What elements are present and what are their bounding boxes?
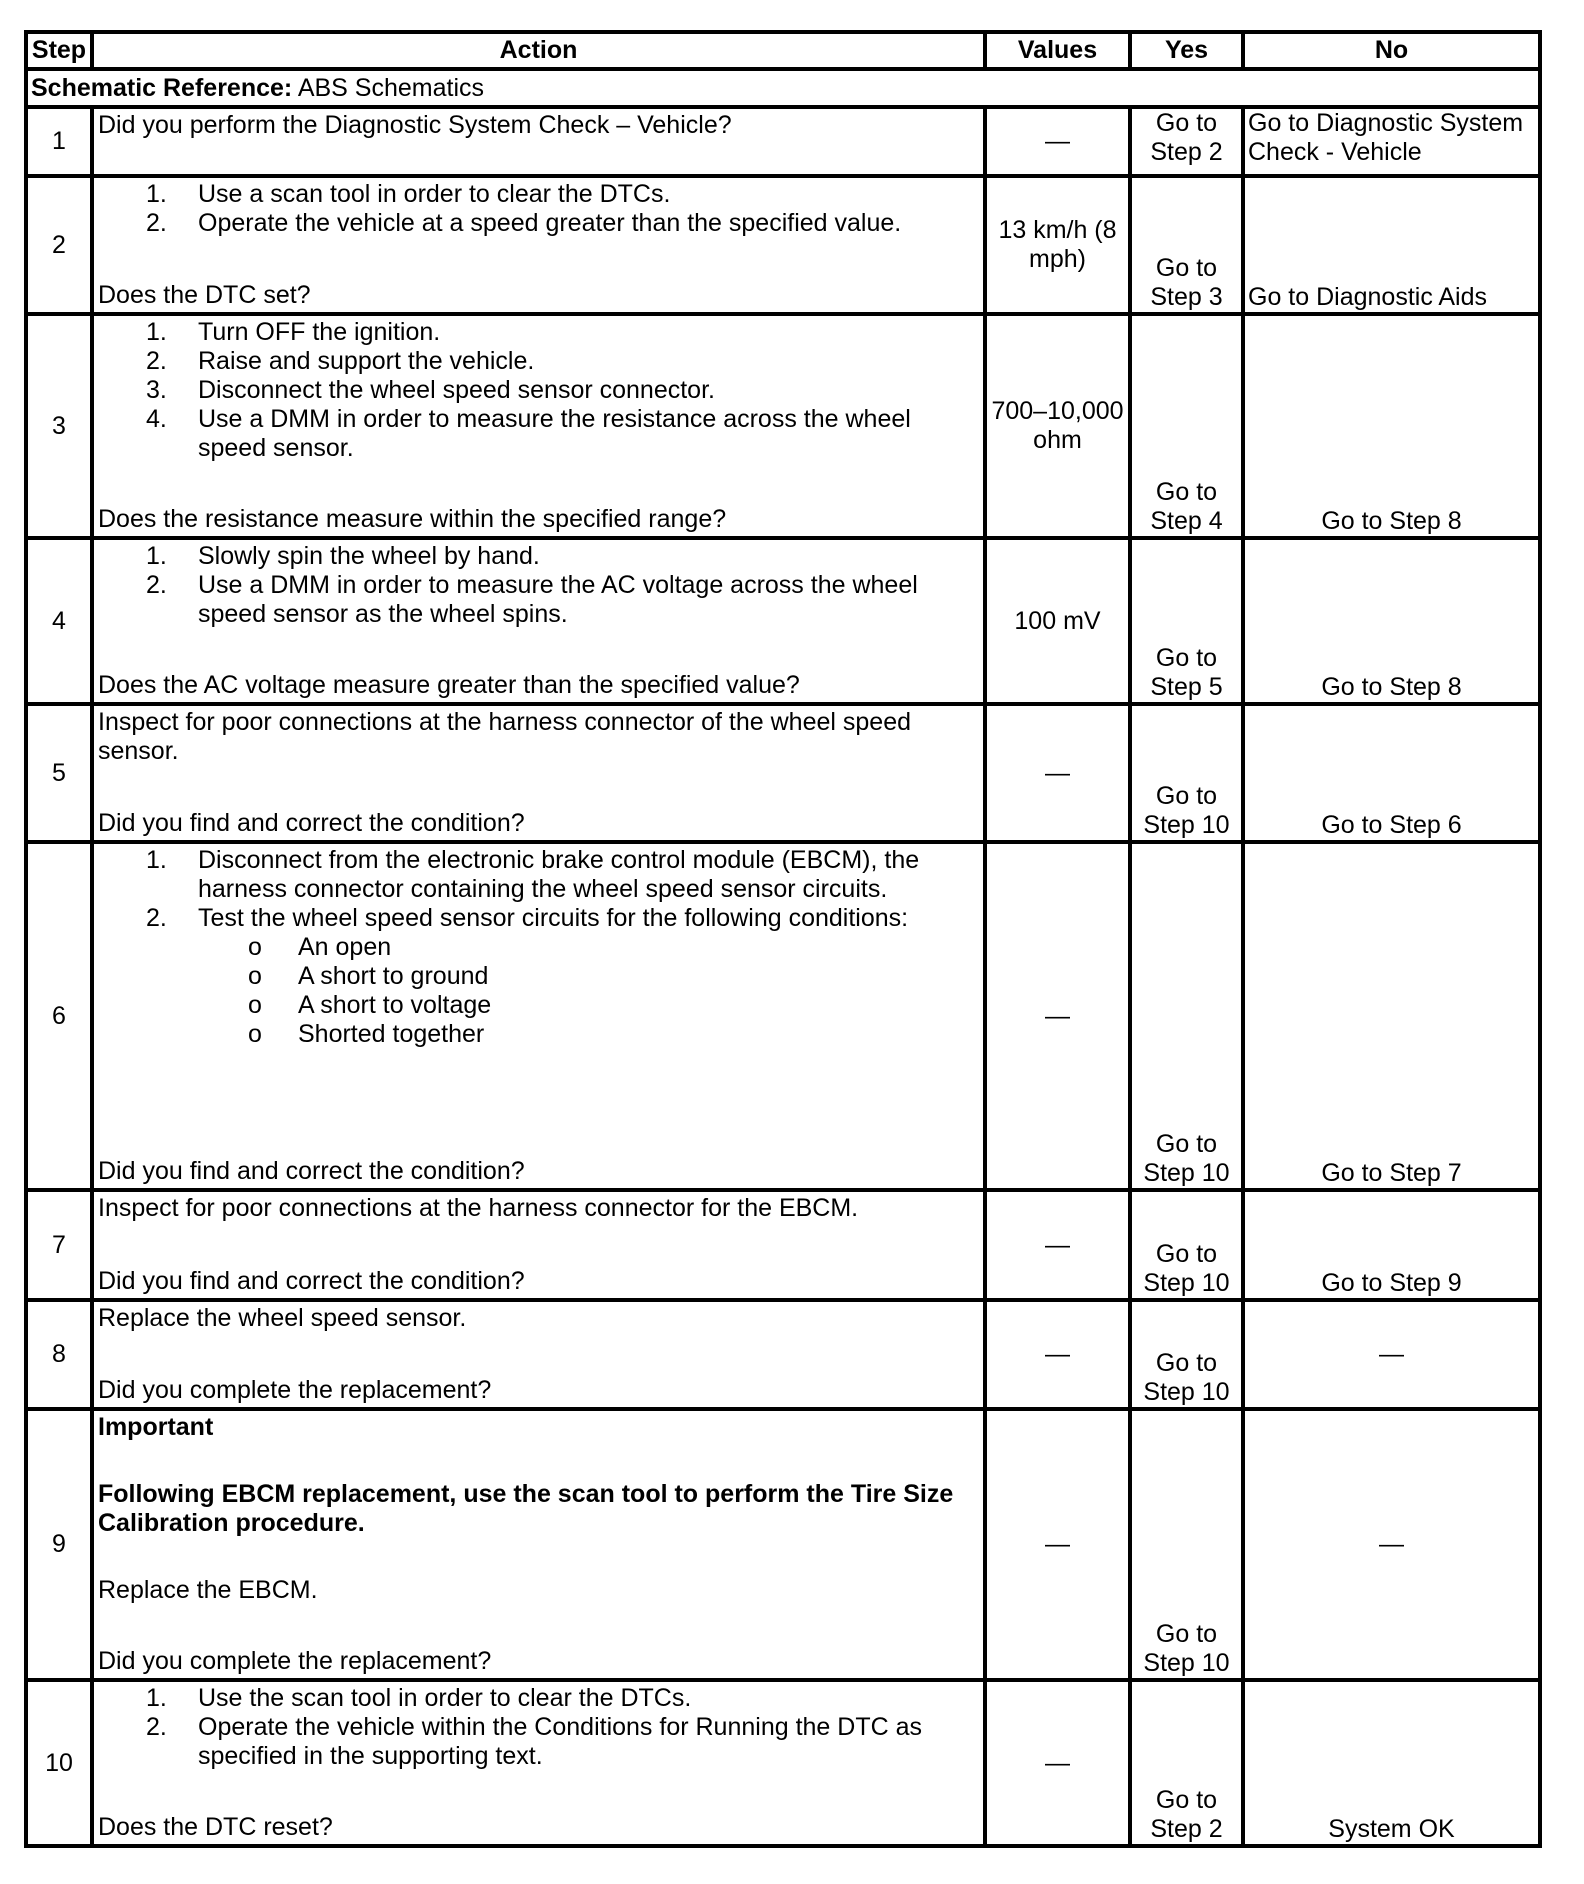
- list-item: 2. Use a DMM in order to measure the AC voltage across the wheel speed sensor as the wheel spins.: [146, 571, 918, 628]
- action-question: Does the resistance measure within the specified range?: [98, 505, 727, 533]
- no-cell: Go to Step 8: [1243, 538, 1540, 704]
- yes-cell: Go to Step 10: [1130, 842, 1243, 1190]
- yes-cell: Go to Step 10: [1130, 704, 1243, 842]
- list-item: 2. Operate the vehicle within the Conditions for Running the DTC as specified in the supporting text.: [146, 1713, 922, 1770]
- list-item: 3. Disconnect the wheel speed sensor connector.: [146, 376, 715, 404]
- schematic-value: ABS Schematics: [297, 73, 484, 102]
- list-item: 1. Slowly spin the wheel by hand.: [146, 542, 540, 570]
- header-action: Action: [92, 32, 985, 69]
- action-list: [98, 846, 979, 933]
- action-list: [98, 1684, 979, 1771]
- list-item: o A short to voltage: [248, 991, 492, 1019]
- value-cell: 100 mV: [985, 538, 1130, 704]
- yes-cell: Go to Step 10: [1130, 1190, 1243, 1300]
- no-cell: Go to Step 9: [1243, 1190, 1540, 1300]
- action-text: Replace the EBCM.: [98, 1576, 318, 1604]
- action-cell: [92, 538, 985, 704]
- list-item: 4. Use a DMM in order to measure the resistance across the wheel speed sensor.: [146, 405, 911, 462]
- table-row: [26, 1190, 1540, 1300]
- step-number: 3: [26, 314, 92, 538]
- condition-list: [98, 933, 979, 1049]
- value-cell: —: [985, 1409, 1130, 1680]
- action-cell: [92, 704, 985, 842]
- value-cell: —: [985, 1680, 1130, 1846]
- schematic-reference: [26, 69, 1540, 107]
- step-number: 10: [26, 1680, 92, 1846]
- action-question: Does the AC voltage measure greater than the specified value?: [98, 671, 800, 699]
- table-row: [26, 107, 1540, 176]
- step-number: 2: [26, 176, 92, 314]
- header-values: Values: [985, 32, 1130, 69]
- yes-cell: Go to Step 10: [1130, 1409, 1243, 1680]
- value-cell: 700–10,000 ohm: [985, 314, 1130, 538]
- header-step: Step: [26, 32, 92, 69]
- action-cell: [92, 107, 985, 176]
- step-number: 9: [26, 1409, 92, 1680]
- header-no: No: [1243, 32, 1540, 69]
- value-cell: 13 km/h (8 mph): [985, 176, 1130, 314]
- value-cell: —: [985, 704, 1130, 842]
- header-yes: Yes: [1130, 32, 1243, 69]
- action-question: Does the DTC set?: [98, 281, 311, 309]
- no-cell: —: [1243, 1300, 1540, 1409]
- action-question: Did you find and correct the condition?: [98, 809, 525, 837]
- action-question: Did you find and correct the condition?: [98, 1157, 525, 1185]
- table-row: [26, 1680, 1540, 1846]
- yes-cell: Go to Step 4: [1130, 314, 1243, 538]
- action-cell: [92, 1300, 985, 1409]
- action-question: Did you complete the replacement?: [98, 1376, 492, 1404]
- value-cell: —: [985, 1190, 1130, 1300]
- table-row: [26, 704, 1540, 842]
- list-item: 1. Use the scan tool in order to clear the DTCs.: [146, 1684, 692, 1712]
- list-item: 1. Use a scan tool in order to clear the DTCs.: [146, 180, 671, 208]
- value-cell: —: [985, 1300, 1130, 1409]
- step-number: 8: [26, 1300, 92, 1409]
- list-item: 2. Raise and support the vehicle.: [146, 347, 535, 375]
- schematic-reference-row: [26, 69, 1540, 107]
- list-item: 2. Operate the vehicle at a speed greater than the specified value.: [146, 209, 902, 237]
- step-number: 6: [26, 842, 92, 1190]
- yes-cell: Go to Step 2: [1130, 107, 1243, 176]
- action-question: Does the DTC reset?: [98, 1813, 333, 1841]
- yes-cell: Go to Step 3: [1130, 176, 1243, 314]
- action-list: [98, 318, 979, 463]
- no-cell: Go to Step 6: [1243, 704, 1540, 842]
- list-item: o Shorted together: [248, 1020, 485, 1048]
- action-cell: [92, 1409, 985, 1680]
- step-number: 7: [26, 1190, 92, 1300]
- table-row: [26, 314, 1540, 538]
- action-list: [98, 180, 979, 238]
- list-item: 1. Turn OFF the ignition.: [146, 318, 441, 346]
- no-cell: Go to Diagnostic Aids: [1243, 176, 1540, 314]
- table-row: [26, 538, 1540, 704]
- no-cell: —: [1243, 1409, 1540, 1680]
- yes-cell: Go to Step 2: [1130, 1680, 1243, 1846]
- action-question: Did you find and correct the condition?: [98, 1267, 525, 1295]
- important-heading: Important: [98, 1413, 214, 1441]
- action-cell: [92, 176, 985, 314]
- action-cell: [92, 1190, 985, 1300]
- action-text: Inspect for poor connections at the harness connector of the wheel speed sensor.: [98, 708, 912, 765]
- action-text: Replace the wheel speed sensor.: [98, 1304, 467, 1332]
- list-item: o An open: [248, 933, 392, 961]
- no-cell: Go to Diagnostic System Check - Vehicle: [1243, 107, 1540, 176]
- action-cell: [92, 1680, 985, 1846]
- important-text: Following EBCM replacement, use the scan tool to perform the Tire Size Calibration procedure.: [98, 1480, 954, 1537]
- list-item: 1. Disconnect from the electronic brake control module (EBCM), the harness connector containing the wheel speed sensor circuits.: [146, 846, 920, 903]
- no-cell: Go to Step 7: [1243, 842, 1540, 1190]
- yes-cell: Go to Step 5: [1130, 538, 1243, 704]
- diagnostic-table: [24, 30, 1542, 1848]
- header-row: [26, 32, 1540, 69]
- action-cell: [92, 314, 985, 538]
- schematic-label: Schematic Reference:: [31, 73, 293, 102]
- value-cell: —: [985, 842, 1130, 1190]
- action-text: Did you perform the Diagnostic System Check – Vehicle?: [98, 111, 732, 139]
- table-row: [26, 176, 1540, 314]
- no-cell: Go to Step 8: [1243, 314, 1540, 538]
- action-cell: [92, 842, 985, 1190]
- table-row: [26, 1409, 1540, 1680]
- step-number: 4: [26, 538, 92, 704]
- list-item: 2. Test the wheel speed sensor circuits for the following conditions:: [146, 904, 909, 932]
- action-text: Inspect for poor connections at the harness connector for the EBCM.: [98, 1194, 859, 1222]
- yes-cell: Go to Step 10: [1130, 1300, 1243, 1409]
- action-list: [98, 542, 979, 629]
- step-number: 1: [26, 107, 92, 176]
- step-number: 5: [26, 704, 92, 842]
- action-question: Did you complete the replacement?: [98, 1647, 492, 1675]
- value-cell: —: [985, 107, 1130, 176]
- list-item: o A short to ground: [248, 962, 489, 990]
- table-row: [26, 1300, 1540, 1409]
- table-row: [26, 842, 1540, 1190]
- no-cell: System OK: [1243, 1680, 1540, 1846]
